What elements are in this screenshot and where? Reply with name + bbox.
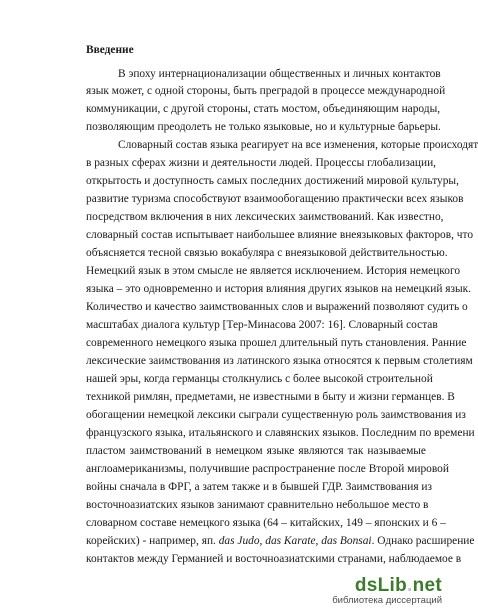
text-line: войны сначала в ФРГ, а затем также и в бывшей ГДР. Заимствования из [86,481,433,493]
watermark [332,575,442,606]
text-line: словарный состав испытывает наибольшее влияние внеязыковых факторов, что [86,229,474,241]
text-span: корейских) - например, яп. [86,535,219,547]
text-line: лексические заимствования из латинского языка относятся к первым столетиям [86,355,473,367]
text-line [86,535,474,548]
text-line: Количество и качество заимствованных слов и выражений позволяют судить о [86,301,468,313]
text-line: современного немецкого языка прошел длительный путь становления. Ранние [86,337,467,349]
text-line: масштабах диалога культур [Тер-Минасова 2007: 16]. Словарный состав [86,319,438,331]
text-line: словарном составе немецкого языка (64 – китайских, 149 – японских и 6 – [86,517,446,529]
watermark-subtitle: библиотека диссертаций [332,595,442,606]
text-line: восточноазиатских языков занимают сравнительно небольшое место в [86,499,429,511]
text-line: В эпоху интернационализации общественных и личных контактов [118,68,441,80]
text-line: контактов между Германией и восточноазиатскими странами, наблюдаемое в [86,553,462,565]
text-line: развитие туризма способствуют взаимообогащению практически всех языков [86,193,464,205]
text-line: Немецкий язык в этом смысле не является исключением. История немецкого [86,265,461,277]
text-line: обогащении немецкой лексики сыграли существенную роль заимствования из [86,409,466,421]
text-span: . Однако расширение [371,535,475,547]
text-line: техникой римлян, предметами, не известными в быту и жизни германцев. В [86,391,455,403]
text-line: объясняется тесной связью вокабуляра с внеязыковой действительностью. [86,247,448,259]
italic-examples: das Judo, das Karate, das Bonsai [218,535,372,547]
text-line: нашей эры, когда германцы столкнулись с более высокой строительной [86,373,433,385]
text-line: в разных сферах жизни и деятельности людей. Процессы глобализации, [86,157,437,169]
logo-main: dsLib [354,575,407,596]
logo-tld: net [412,575,442,596]
text-line: англоамериканизмы, получившие распространение после Второй мировой [86,463,449,475]
text-line: посредством включения в них лексических заимствований. Как известно, [86,211,444,223]
logo-dot: . [407,575,413,596]
section-heading: Введение [86,44,134,56]
text-line: пластом заимствований в немецком языке являются так называемые [86,445,426,457]
text-line: коммуникации, с другой стороны, стать мостом, объединяющим народы, [86,103,441,115]
watermark-logo [332,575,442,597]
text-line: Словарный состав языка реагирует на все изменения, которые происходят [118,139,478,151]
text-line: открытость и доступность самых последних достижений мировой культуры, [86,175,459,187]
text-line: французского языка, итальянского и славянских языков. Последним по времени [86,427,475,439]
text-line: позволяющим преодолеть не только языковые, но и культурные барьеры. [86,121,441,133]
text-line: язык может, с одной стороны, быть преградой в процессе международной [86,85,446,97]
text-line: языка – это одновременно и история влияния других языков на немецкий язык. [86,283,472,295]
